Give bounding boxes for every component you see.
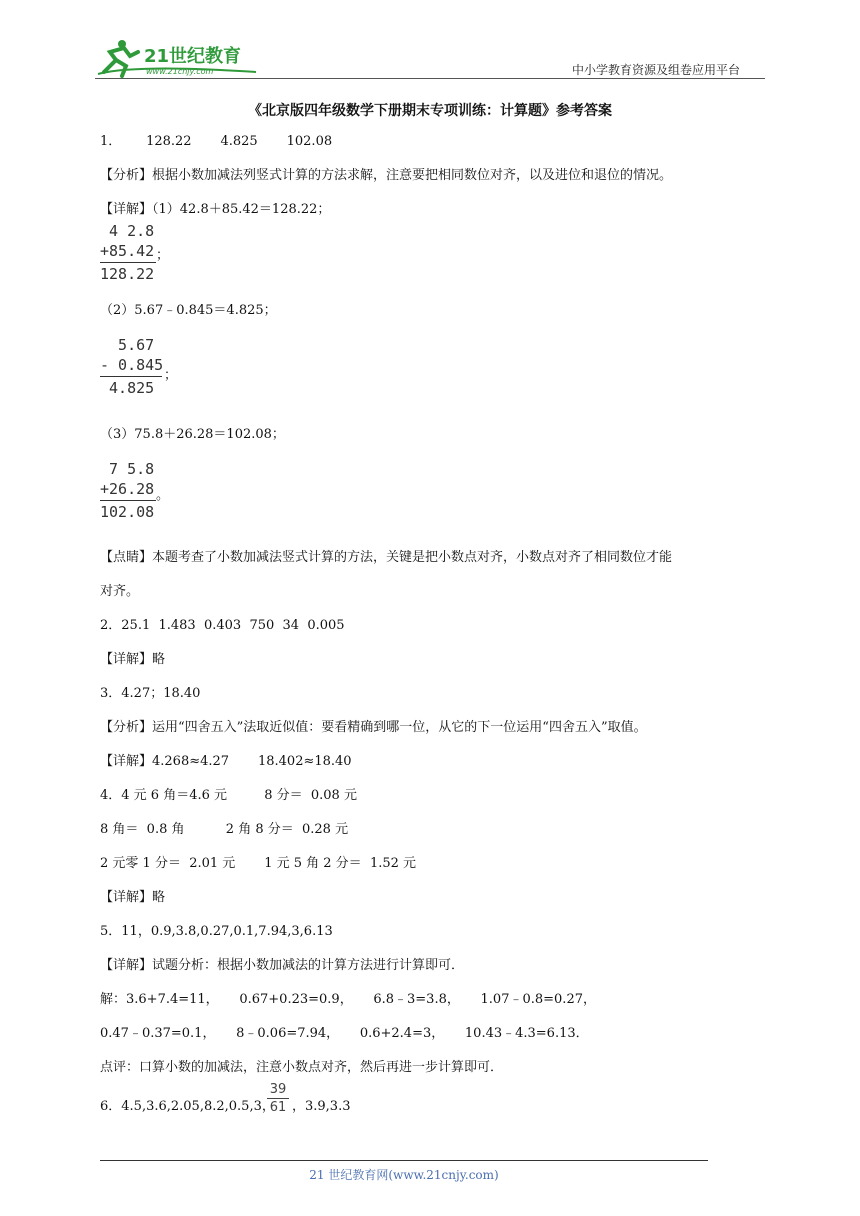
vertical-result: 4.825 <box>100 379 155 397</box>
answer-4-line2: 8 角＝ 0.8 角 2 角 8 分＝ 0.28 元 <box>100 822 349 837</box>
vertical-top: 7 5.8 <box>100 460 155 478</box>
vertical-end-2: ； <box>164 368 178 383</box>
fraction-bar <box>267 1098 289 1099</box>
vertical-rule <box>100 376 162 377</box>
logo-text: 21世纪教育 <box>144 46 242 67</box>
fraction-numerator: 39 <box>269 1082 287 1097</box>
fraction-denominator: 61 <box>269 1100 287 1115</box>
footer-divider <box>100 1160 708 1161</box>
answer-4-line1: 4．4 元 6 角＝4.6 元 8 分＝ 0.08 元 <box>100 788 357 803</box>
vertical-add: - 0.845 <box>100 356 164 374</box>
detail-1-part2: （2）5.67﹣0.845＝4.825； <box>100 303 277 318</box>
detail-3: 【详解】4.268≈4.27 18.402≈18.40 <box>100 754 352 769</box>
vertical-calc-2 <box>100 335 163 398</box>
answer-4-line3: 2 元零 1 分＝ 2.01 元 1 元 5 角 2 分＝ 1.52 元 <box>100 856 417 871</box>
vertical-add: +85.42 <box>100 242 155 260</box>
solution-5-line2: 0.47﹣0.37=0.1， 8﹣0.06=7.94， 0.6+2.4=3， 10.43﹣4.3=6.13． <box>100 1026 589 1041</box>
footer-text: 21 世纪教育网(www.21cnjy.com) <box>309 1168 499 1182</box>
vertical-add: +26.28 <box>100 480 155 498</box>
header-divider <box>95 78 765 79</box>
vertical-calc-1 <box>100 221 156 284</box>
detail-2: 【详解】略 <box>100 652 166 667</box>
solution-5-line1: 解：3.6+7.4=11， 0.67+0.23=0.9， 6.8﹣3=3.8， 1.07﹣0.8=0.27， <box>100 992 596 1007</box>
detail-4: 【详解】略 <box>100 890 166 905</box>
vertical-end-3: 。 <box>156 488 170 503</box>
detail-1: 【详解】（1）42.8＋85.42＝128.22； <box>100 202 331 217</box>
comment-1-cont: 对齐。 <box>100 584 140 599</box>
detail-5: 【详解】试题分析：根据小数加减法的计算方法进行计算即可． <box>100 958 465 973</box>
answer-3: 3．4.27；18.40 <box>100 686 201 701</box>
logo <box>96 38 266 78</box>
vertical-top: 5.67 <box>100 336 155 354</box>
answer-6-part1: 6．4.5,3.6,2.05,8.2,0.5,3， <box>100 1099 275 1114</box>
comment-1: 【点睛】本题考查了小数加减法竖式计算的方法，关键是把小数点对齐，小数点对齐了相同数位才能 <box>100 550 673 565</box>
answer-5: 5．11，0.9,3.8,0.27,0.1,7.94,3,6.13 <box>100 924 333 939</box>
fraction <box>265 1082 291 1115</box>
vertical-end-1: ； <box>156 248 170 263</box>
answer-2: 2．25.1 1.483 0.403 750 34 0.005 <box>100 618 345 633</box>
logo-url: www.21cnjy.com <box>146 67 214 76</box>
answer-6-part2: ，3.9,3.3 <box>292 1099 351 1114</box>
analysis-1: 【分析】根据小数加减法列竖式计算的方法求解，注意要把相同数位对齐，以及进位和退位的情况。 <box>100 168 673 183</box>
analysis-3: 【分析】运用“四舍五入”法取近似值：要看精确到哪一位，从它的下一位运用“四舍五入”取值。 <box>100 720 647 735</box>
runner-logo-icon <box>96 38 266 78</box>
vertical-top: 4 2.8 <box>100 222 155 240</box>
vertical-result: 102.08 <box>100 503 155 521</box>
header-platform-text: 中小学教育资源及组卷应用平台 <box>572 63 741 77</box>
page-title: 《北京版四年级数学下册期末专项训练：计算题》参考答案 <box>248 103 612 119</box>
answer-1: 1． 128.22 4.825 102.08 <box>100 134 333 149</box>
vertical-rule <box>100 500 156 501</box>
vertical-result: 128.22 <box>100 265 155 283</box>
detail-1-part3: （3）75.8＋26.28＝102.08； <box>100 427 285 442</box>
vertical-calc-3 <box>100 459 156 522</box>
review-5: 点评：口算小数的加减法，注意小数点对齐，然后再进一步计算即可． <box>100 1060 504 1075</box>
vertical-rule <box>100 262 156 263</box>
